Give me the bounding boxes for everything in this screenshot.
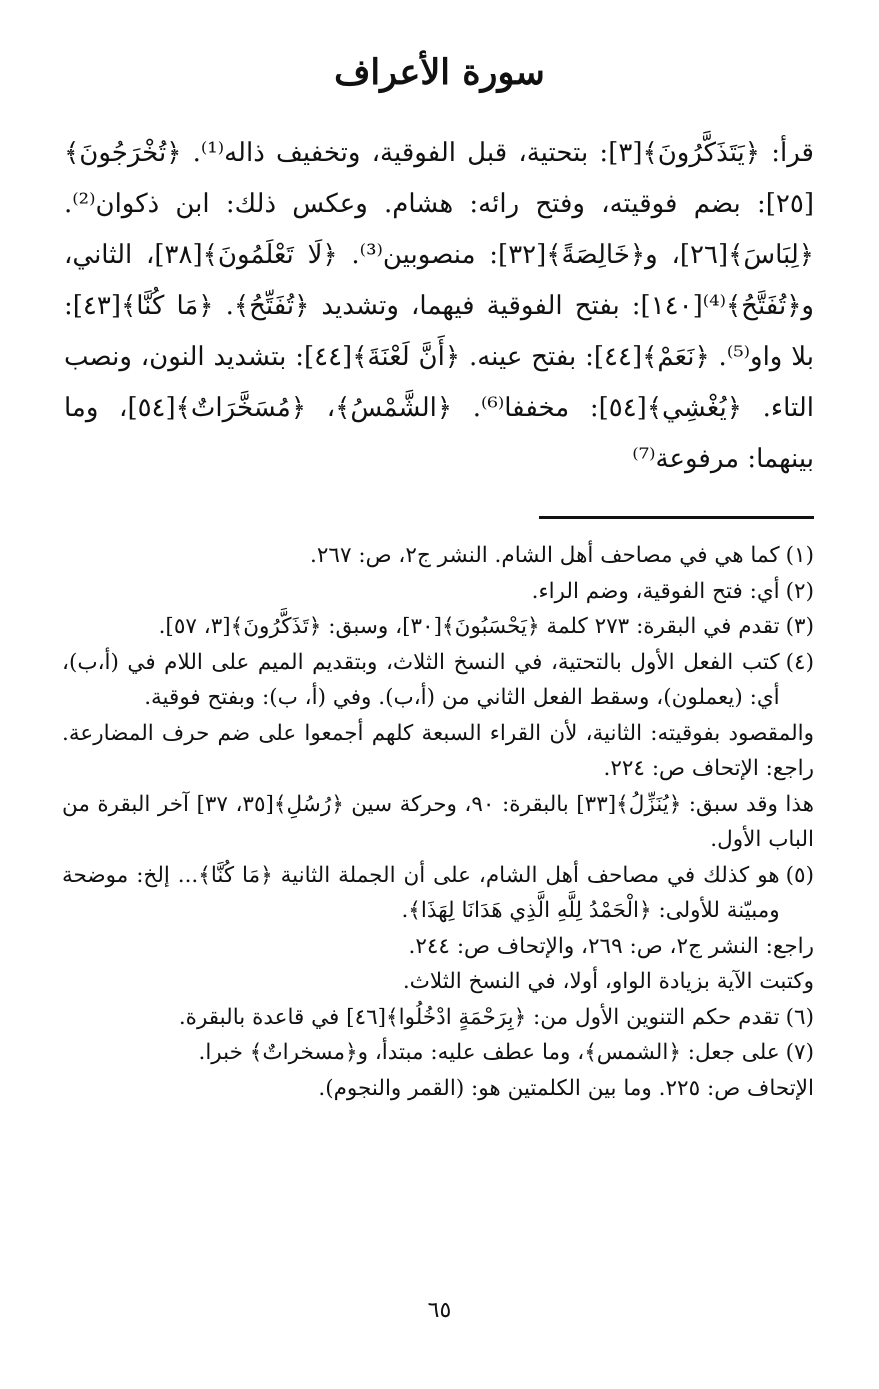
footnote-number: (٤) <box>785 649 814 675</box>
footnote-5-continuation: وكتبت الآية بزيادة الواو، أولا، في النسخ الثلاث. <box>402 969 814 994</box>
footnote-text: تقدم حكم التنوين الأول من: ﴿بِرَحْمَةٍ ادْخُلُوا﴾[٤٦] في قاعدة بالبقرة. <box>178 1004 780 1030</box>
footnote-4-continuation: والمقصود بفوقيته: الثانية، لأن القراء السبعة كلهم أجمعوا على ضم حرف المضارعة. راجع: الإتحاف ص: ٢٢٤. <box>62 720 814 781</box>
footnote-7 <box>62 1035 814 1071</box>
footnote-5 <box>62 858 814 929</box>
main-text <box>64 128 814 485</box>
footnote-2 <box>62 574 814 610</box>
footnote-number: (٣) <box>785 614 814 639</box>
surah-title: سورة الأعراف <box>334 52 545 93</box>
footnote-number: (٧) <box>785 1040 814 1065</box>
footnote-text: أي: فتح الفوقية، وضم الراء. <box>531 578 780 604</box>
footnote-number: (٦) <box>785 1004 814 1030</box>
footnote-number: (١) <box>785 543 814 568</box>
footnote-text: كما هي في مصاحف أهل الشام. النشر ج٢، ص: ٢٦٧. <box>310 543 780 568</box>
footnote-1 <box>62 538 814 574</box>
footnote-text: تقدم في البقرة: ٢٧٣ كلمة ﴿يَحْسَبُونَ﴾[٣٠]، وسبق: ﴿تَذَكَّرُونَ﴾[٣، ٥٧]. <box>158 614 780 639</box>
footnote-number: (٥) <box>785 862 814 888</box>
footnote-separator <box>539 516 814 519</box>
main-paragraph: قرأ: ﴿يَتَذَكَّرُونَ﴾[٣]: بتحتية، قبل الفوقية، وتخفيف ذاله⁽¹⁾. ﴿تُخْرَجُونَ﴾[٢٥]: بضم فوقيته، وفتح رائه: هشام. وعكس ذلك: ابن ذكوان⁽²⁾. ﴿لِبَاسَ﴾[٢٦]، و﴿خَالِصَةً﴾[٣٢]: منصوبين⁽³⁾. ﴿لَا تَعْلَمُونَ﴾[٣٨]، الثاني، و﴿تُفَتَّحُ﴾⁽⁴⁾[١٤٠]: بفتح الفوقية فيهما، وتشديد ﴿تُفَتِّحُ﴾. ﴿مَا كُنَّا﴾[٤٣]: بلا واو⁽⁵⁾. ﴿نَعَمْ﴾[٤٤]: بفتح عينه. ﴿أَنَّ لَعْنَةَ﴾[٤٤]: بتشديد النون، ونصب التاء. ﴿يُغْشِي﴾[٥٤]: مخففا⁽⁶⁾. ﴿الشَّمْسُ﴾، ﴿مُسَخَّرَاتٌ﴾[٥٤]، وما بينهما: مرفوعة⁽⁷⁾ <box>64 138 815 474</box>
footnote-number: (٢) <box>785 578 814 604</box>
footnote-4-continuation: هذا وقد سبق: ﴿يُنَزِّلُ﴾[٣٣] بالبقرة: ٩٠، وحركة سين ﴿رُسُلِ﴾[٣٥، ٣٧] آخر البقرة من الباب الأول. <box>62 791 814 852</box>
footnote-7-continuation: الإتحاف ص: ٢٢٥. وما بين الكلمتين هو: (القمر والنجوم). <box>318 1075 814 1101</box>
footnote-6 <box>62 1000 814 1036</box>
footnote-text: على جعل: ﴿الشمس﴾، وما عطف عليه: مبتدأ، و﴿مسخراتٌ﴾ خبرا. <box>198 1040 780 1065</box>
footnote-3 <box>62 609 814 645</box>
page-number: ٦٥ <box>427 1298 452 1323</box>
footnotes <box>62 538 814 1106</box>
footnote-4 <box>62 645 814 716</box>
footnote-text: هو كذلك في مصاحف أهل الشام، على أن الجملة الثانية ﴿مَا كُنَّا﴾... إلخ: موضحة ومبيّنة للأولى: ﴿الْحَمْدُ لِلَّهِ الَّذِي هَدَانَا لِهَذَا﴾. <box>62 862 780 923</box>
footnote-text: كتب الفعل الأول بالتحتية، في النسخ الثلاث، وبتقديم الميم على اللام في (أ،ب)، أي: (يعملون)، وسقط الفعل الثاني من (أ،ب). وفي (أ، ب): وبفتح فوقية. <box>62 649 780 710</box>
footnote-5-continuation: راجع: النشر ج٢، ص: ٢٦٩، والإتحاف ص: ٢٤٤. <box>408 933 814 959</box>
